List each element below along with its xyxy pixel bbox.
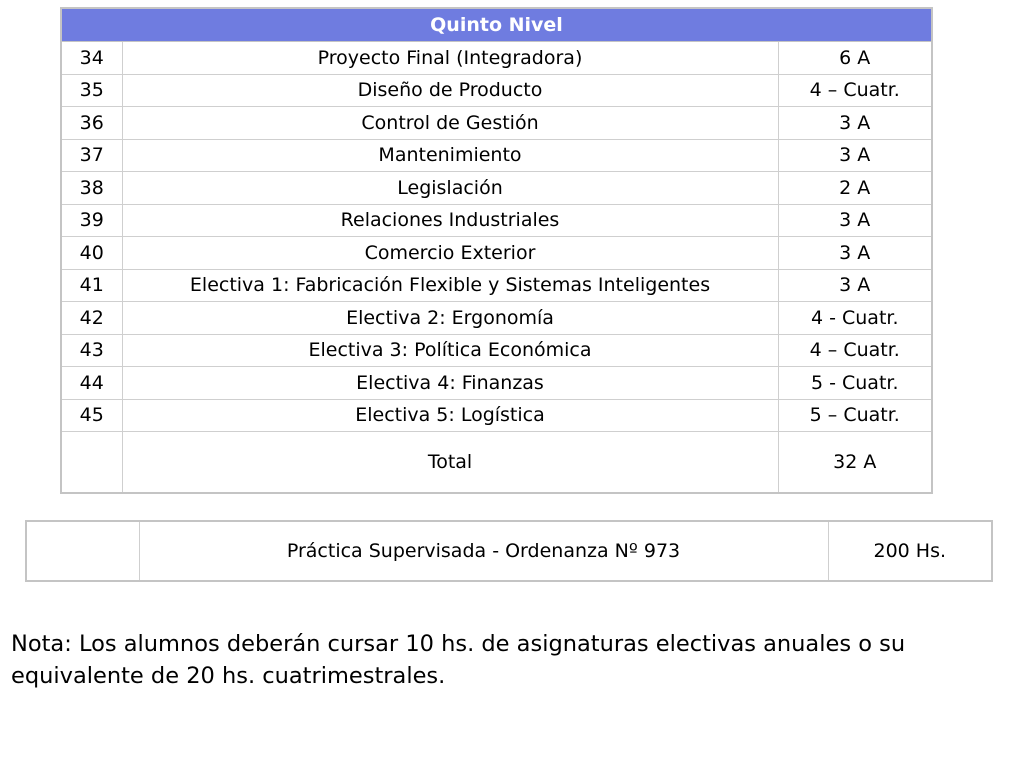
table-row xyxy=(61,107,932,140)
table-row xyxy=(61,334,932,367)
course-load: 2 A xyxy=(778,172,932,205)
course-load: 5 – Cuatr. xyxy=(778,399,932,432)
course-load: 4 – Cuatr. xyxy=(778,334,932,367)
table-row xyxy=(61,237,932,270)
course-load: 3 A xyxy=(778,107,932,140)
table-header-row xyxy=(61,8,932,42)
subject-name: Proyecto Final (Integradora) xyxy=(122,42,778,75)
table-body xyxy=(61,42,932,494)
practica-label: Práctica Supervisada - Ordenanza Nº 973 xyxy=(139,521,828,581)
row-number: 44 xyxy=(61,367,122,400)
subject-name: Electiva 5: Logística xyxy=(122,399,778,432)
table-row xyxy=(61,399,932,432)
table-row xyxy=(61,172,932,205)
row-number: 34 xyxy=(61,42,122,75)
table-row xyxy=(61,74,932,107)
practica-supervisada-table xyxy=(25,520,993,582)
subject-name: Electiva 4: Finanzas xyxy=(122,367,778,400)
subject-name: Relaciones Industriales xyxy=(122,204,778,237)
row-number: 41 xyxy=(61,269,122,302)
row-number: 39 xyxy=(61,204,122,237)
row-number: 45 xyxy=(61,399,122,432)
subject-name: Electiva 1: Fabricación Flexible y Sistemas Inteligentes xyxy=(122,269,778,302)
subject-name: Comercio Exterior xyxy=(122,237,778,270)
course-load: 5 - Cuatr. xyxy=(778,367,932,400)
total-value: 32 A xyxy=(778,432,932,494)
subject-name: Control de Gestión xyxy=(122,107,778,140)
course-load: 3 A xyxy=(778,139,932,172)
course-load: 3 A xyxy=(778,237,932,270)
practica-hours: 200 Hs. xyxy=(828,521,992,581)
course-load: 3 A xyxy=(778,204,932,237)
practica-row xyxy=(26,521,992,581)
row-number: 42 xyxy=(61,302,122,335)
subject-name: Diseño de Producto xyxy=(122,74,778,107)
quinto-nivel-table xyxy=(60,7,933,494)
row-number: 38 xyxy=(61,172,122,205)
practica-number-cell xyxy=(26,521,139,581)
note-text: Nota: Los alumnos deberán cursar 10 hs. de asignaturas electivas anuales o su equivalente de 20 hs. cuatrimestrales. xyxy=(11,631,906,689)
table-row xyxy=(61,269,932,302)
total-label: Total xyxy=(122,432,778,494)
row-number: 40 xyxy=(61,237,122,270)
subject-name: Electiva 3: Política Económica xyxy=(122,334,778,367)
row-number: 37 xyxy=(61,139,122,172)
table-row xyxy=(61,302,932,335)
row-number: 36 xyxy=(61,107,122,140)
table-row xyxy=(61,139,932,172)
total-row xyxy=(61,432,932,494)
course-load: 3 A xyxy=(778,269,932,302)
subject-name: Mantenimiento xyxy=(122,139,778,172)
subject-name: Electiva 2: Ergonomía xyxy=(122,302,778,335)
table-title: Quinto Nivel xyxy=(61,8,932,42)
course-load: 4 - Cuatr. xyxy=(778,302,932,335)
row-number: 35 xyxy=(61,74,122,107)
total-number-cell xyxy=(61,432,122,494)
table-row xyxy=(61,42,932,75)
course-load: 6 A xyxy=(778,42,932,75)
table-row xyxy=(61,204,932,237)
course-load: 4 – Cuatr. xyxy=(778,74,932,107)
subject-name: Legislación xyxy=(122,172,778,205)
table-row xyxy=(61,367,932,400)
row-number: 43 xyxy=(61,334,122,367)
